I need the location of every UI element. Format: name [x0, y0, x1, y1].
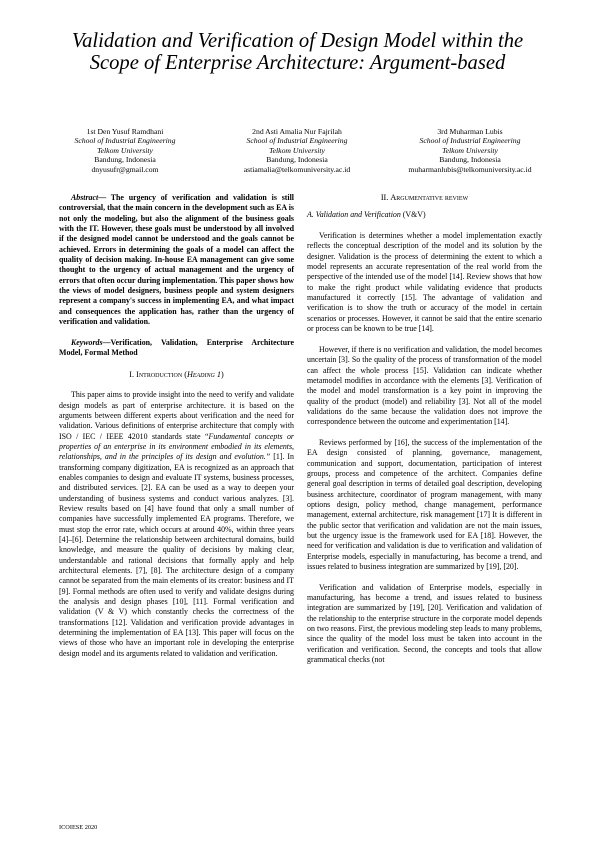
author-organization: Telkom University [442, 145, 498, 155]
heading-note-open: ( [182, 369, 187, 379]
section-number: II. [380, 193, 389, 202]
author-city: Bandung, Indonesia [94, 155, 156, 165]
subsection-number: A. [307, 210, 314, 220]
keywords-label: Keywords [71, 337, 103, 347]
abstract-text: — The urgency of verification and validation is still controversial, that the main concern in the development such as EA is not only the modeling, but also the alignment of the business goals with the IT. However, these goals must be understood by all involved if the designed model cannot be understood and the goals cannot be achieved. Errors in determining the goals of a model can affect the quality of decision making. In-house EA management can give some thought to the urgency of actual management and the urgency of errors that often occur during implementation. This paper shows how the views of model designers, business people and system designers represent a company's success in implementing EA, and what impact and consequences the application has, rather than the urgency of verification and validation. [59, 193, 294, 327]
author-department: School of Industrial Engineering [74, 136, 176, 146]
review-paragraph-4: Verification and validation of Enterprise models, especially in manufacturing, has become a trend, and issues related to business integration are summarized by [19], [20]. Verification and validation of the relationship to the enterprise structure in the corporate model depends on two reasons. First, the previous modeling step leads to many problems, since the quality of the model loss must be taken into account in the verification and verification. Second, the concepts and tools that allow grammatical checks (not [307, 582, 542, 665]
left-column [59, 193, 294, 659]
keywords-text: —Verification, Validation, Enterprise Architecture Model, Formal Method [59, 337, 294, 358]
author-department: School of Industrial Engineering [246, 136, 348, 146]
review-paragraph-3: Reviews performed by [16], the success of the implementation of the EA design consisted of planning, governance, management, communication and support, documentation, participation of interest groups, process and competence of the architect. Companies define general goal description in terms of detailed goal description, developing business architecture, coordinator of program management, with many options design, policy method, change management, performance management, external architecture, risk management [17] It is different in the public sector that verification and validation are not the main issues, but the urgency issue is the framework used for EA [18]. However, the need for verification and validation is due to verification and validation of Enterprise models, especially in manufacturing, has become a trend, and issues related to business integration are summarized by [19], [20]. [307, 437, 542, 572]
section-number: I. [129, 369, 135, 379]
heading-note-close: ) [221, 369, 224, 379]
subsection-tail: (V&V) [400, 210, 426, 220]
author-name: 3rd Muharman Lubis [437, 127, 503, 136]
author-block [40, 127, 555, 182]
intro-paragraph [59, 390, 294, 659]
keywords [59, 338, 294, 359]
author-city: Bandung, Indonesia [266, 155, 328, 165]
author-email: dnyusufr@gmail.com [91, 164, 159, 174]
conference-footer: ICOIESE 2020 [59, 824, 98, 831]
subsection-heading [307, 210, 542, 220]
heading-note: Heading 1 [186, 369, 221, 379]
review-paragraph-1: Verification is determines whether a model implementation exactly reflects the conceptual description of the model and its solution by the designer. Validation is the process of determining the extent to which a model represents an accurate representation of the real world from the perspective of the intended use of the model [14]. Review shows that how to make the right product while validating evidence that products manufactured it correctly [15]. The advantage of validation and verification is to show the truth or accuracy of the model in certain scenarios or processes. However, it cannot be said that the entire scenario or process can be known to be true [14]. [307, 231, 542, 334]
paper-title: Validation and Verification of Design Model within the Scope of Enterprise Architecture: Argument-based [71, 30, 524, 74]
section-heading-review [307, 193, 542, 203]
abstract [59, 193, 294, 327]
section-title: Argumentative review [390, 193, 469, 202]
section-title: Introduction [136, 369, 183, 379]
author-name: 1st Den Yusuf Ramdhani [86, 127, 164, 136]
intro-text-a: This paper aims to provide insight into the need to verify and validate design models as part of enterprise architecture. it is based on the arguments between different experts about verification and the need for validation. Various definitions of enterprise architecture that comply with ISO / IEC / IEEE 42010 standards state “ [59, 390, 294, 441]
author-email: astiamalia@telkomuniversity.ac.id [243, 164, 351, 174]
subsection-title: Validation and Verification [315, 210, 401, 220]
author-1 [40, 127, 210, 174]
author-2 [212, 127, 382, 174]
author-email: muharmanlubis@telkomuniversity.ac.id [408, 164, 532, 174]
section-heading-introduction [59, 370, 294, 380]
author-organization: Telkom University [97, 145, 153, 155]
abstract-label: Abstract [71, 193, 99, 202]
right-column [307, 193, 542, 665]
author-department: School of Industrial Engineering [419, 136, 521, 146]
author-organization: Telkom University [269, 145, 325, 155]
author-city: Bandung, Indonesia [439, 155, 501, 165]
author-3 [385, 127, 555, 174]
intro-quote: Fundamental concepts or properties of an enterprise in its environment embodied in its elements, relationships, and in the principles of its design and evolution.” [59, 431, 294, 462]
review-paragraph-2: However, if there is no verification and validation, the model becomes uncertain [3]. So the quality of the process of transformation of the model can affect the whole process [15]. Validation can indicate whether metamodel modifies in accordance with the elements [3]. Verification of the model and model transformation is a key point in improving the quality of the product (model) and reliability [3]. Not all of the model validations do the same because the validation does not improve the correspondence between the outcome and experimentation [14]. [307, 344, 542, 427]
intro-text-b: [1]. In transforming company digitization, EA is recognized as an approach that enables companies to design and evaluate IT systems, business processes, and distributed services. [2]. EA can be used as a way to deepen your understanding of business systems and conduct various analyzes. [3]. Review results based on [4] have found that only a small number of companies have successfully implemented EA programs. Therefore, we must stop the error rate, which occurs at around 40%, within three years [4]–[6]. Determine the relationship between architectural domains, build knowledge, and measure the quality of decisions by making clear, understandable and rational decisions that formally apply and help architectural elements. [7], [8]. The architecture design of a company cannot be separated from the main elements of its creator: business and IT [9]. Formal methods are often used to verify and validate designs during the analysis and design phases [10], [11]. Formal verification and validation (V & V) which constantly checks the correctness of the transformations [12]. Validation and verification provide advantages in determining the implementation of EA [13]. This paper will focus on the views of those who have an important role in developing the enterprise design model and its arguments related to validation and verification. [59, 452, 294, 658]
author-name: 2nd Asti Amalia Nur Fajrilah [252, 127, 342, 136]
